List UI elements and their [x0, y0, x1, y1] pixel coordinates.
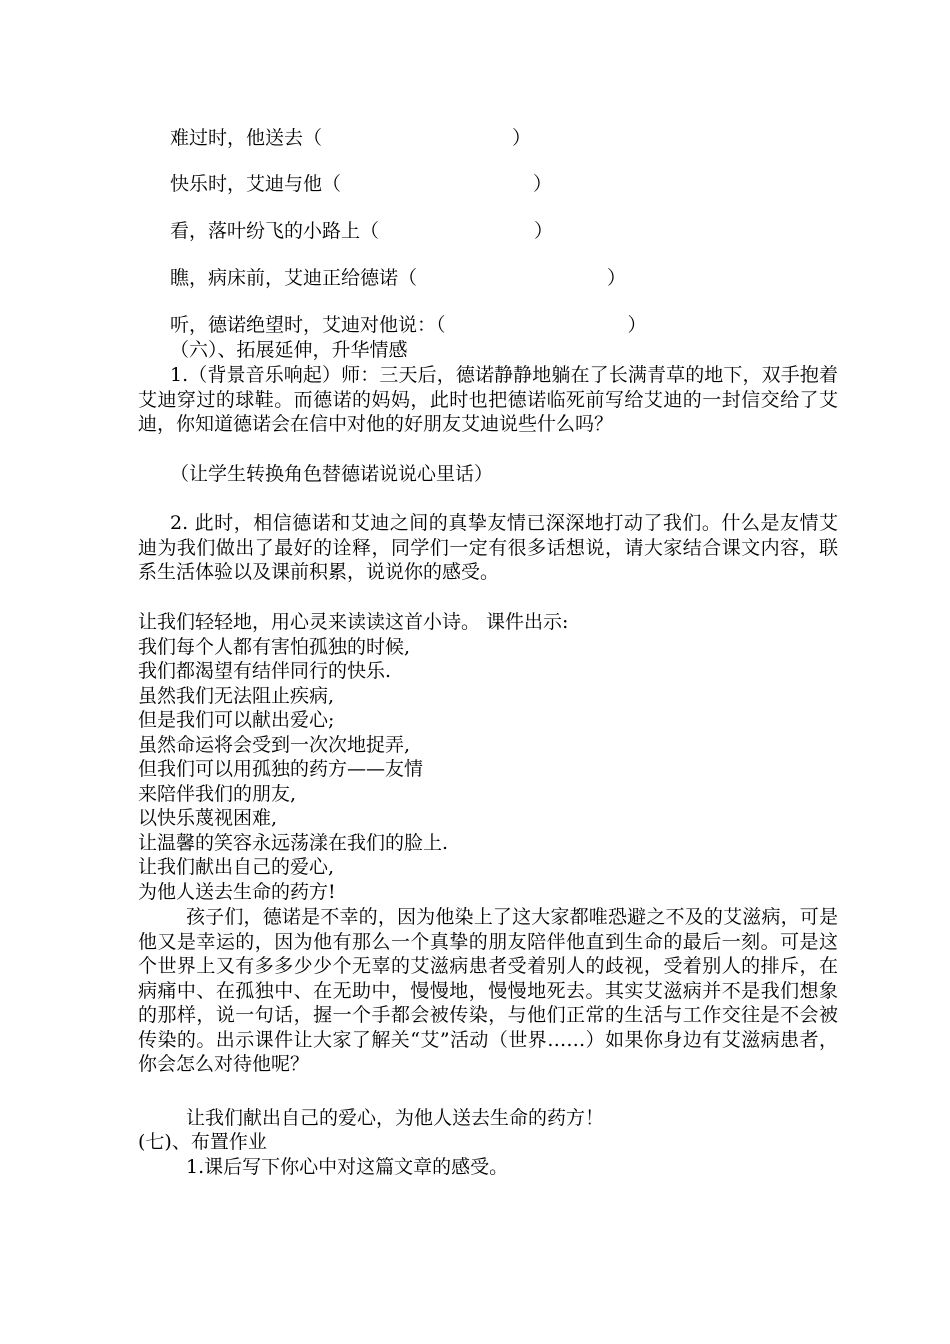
fill-blank-text: 听，德诺绝望时，艾迪对他说：（	[170, 314, 446, 336]
fill-blank-text: 快乐时，艾迪与他（	[170, 173, 342, 195]
fill-blank-close: ）	[607, 267, 627, 289]
fill-blank-line-3	[170, 219, 553, 243]
closing-paragraph	[138, 905, 838, 1077]
poem-line: 让我们献出自己的爱心,	[138, 856, 335, 878]
poem-line: 让温馨的笑容永远荡漾在我们的脸上.	[138, 832, 449, 854]
section-7-item-1: 1.课后写下你心中对这篇文章的感受。	[186, 1156, 509, 1178]
fill-blank-text: 难过时，他送去（	[170, 127, 323, 149]
fill-blank-line-1	[170, 126, 531, 150]
fill-blank-line-2	[170, 172, 552, 196]
fill-blank-close: ）	[534, 220, 554, 242]
section-6-heading: （六）、拓展延伸，升华情感	[170, 339, 408, 361]
fill-blank-close: ）	[512, 127, 532, 149]
section-6-item-1-text: 1.（背景音乐响起）师：三天后，德诺静静地躺在了长满青草的地下，双手抱着艾迪穿过的球鞋。而德诺的妈妈，此时也把德诺临死前写给艾迪的一封信交给了艾迪，你知道德诺会在信中对他的好朋友艾迪说些什么吗？	[138, 364, 838, 435]
poem-line: 但是我们可以献出爱心;	[138, 709, 335, 731]
fill-blank-text: 看，落叶纷飞的小路上（	[170, 220, 380, 242]
fill-blank-line-5	[170, 313, 647, 337]
section-6-item-2	[138, 511, 838, 585]
fill-blank-close: ）	[627, 314, 647, 336]
section-6-item-1-note: （让学生转换角色替德诺说说心里话）	[170, 463, 494, 485]
poem-line: 虽然命运将会受到一次次地捉弄,	[138, 734, 411, 756]
poem-line: 但我们可以用孤独的药方——友情	[138, 758, 424, 780]
section-6-item-1	[138, 363, 838, 437]
section-6-item-2-text: 2. 此时，相信德诺和艾迪之间的真挚友情已深深地打动了我们。什么是友情艾迪为我们做出了最好的诠释，同学们一定有很多话想说，请大家结合课文内容，联系生活体验以及课前积累，说说你的感受。	[138, 512, 838, 583]
fill-blank-text: 瞧，病床前，艾迪正给德诺（	[170, 267, 418, 289]
closing-line: 让我们献出自己的爱心，为他人送去生命的药方！	[186, 1107, 605, 1129]
poem-line: 为他人送去生命的药方!	[138, 881, 336, 903]
poem-intro: 让我们轻轻地，用心灵来读读这首小诗。 课件出示:	[138, 611, 569, 633]
poem-line: 我们每个人都有害怕孤独的时候,	[138, 636, 411, 658]
fill-blank-line-4	[170, 266, 626, 290]
closing-paragraph-text: 孩子们，德诺是不幸的，因为他染上了这大家都唯恐避之不及的艾滋病，可是他又是幸运的，因为他有那么一个真挚的朋友陪伴他直到生命的最后一刻。可是这个世界上又有多多少少个无辜的艾滋病患者受着别人的歧视，受着别人的排斥，在病痛中、在孤独中、在无助中，慢慢地，慢慢地死去。其实艾滋病并不是我们想象的那样，说一句话，握一个手都会被传染，与他们正常的生活与工作交往是不会被传染的。出示课件让大家了解关“艾”活动（世界……）如果你身边有艾滋病患者，你会怎么对待他呢？	[138, 906, 838, 1075]
section-7-heading: (七)、布置作业	[138, 1131, 267, 1153]
poem-line: 虽然我们无法阻止疾病,	[138, 685, 335, 707]
poem-line: 我们都渴望有结伴同行的快乐.	[138, 660, 392, 682]
poem-line: 来陪伴我们的朋友,	[138, 783, 297, 805]
fill-blank-close: ）	[533, 173, 553, 195]
poem-line: 以快乐蔑视困难,	[138, 807, 278, 829]
